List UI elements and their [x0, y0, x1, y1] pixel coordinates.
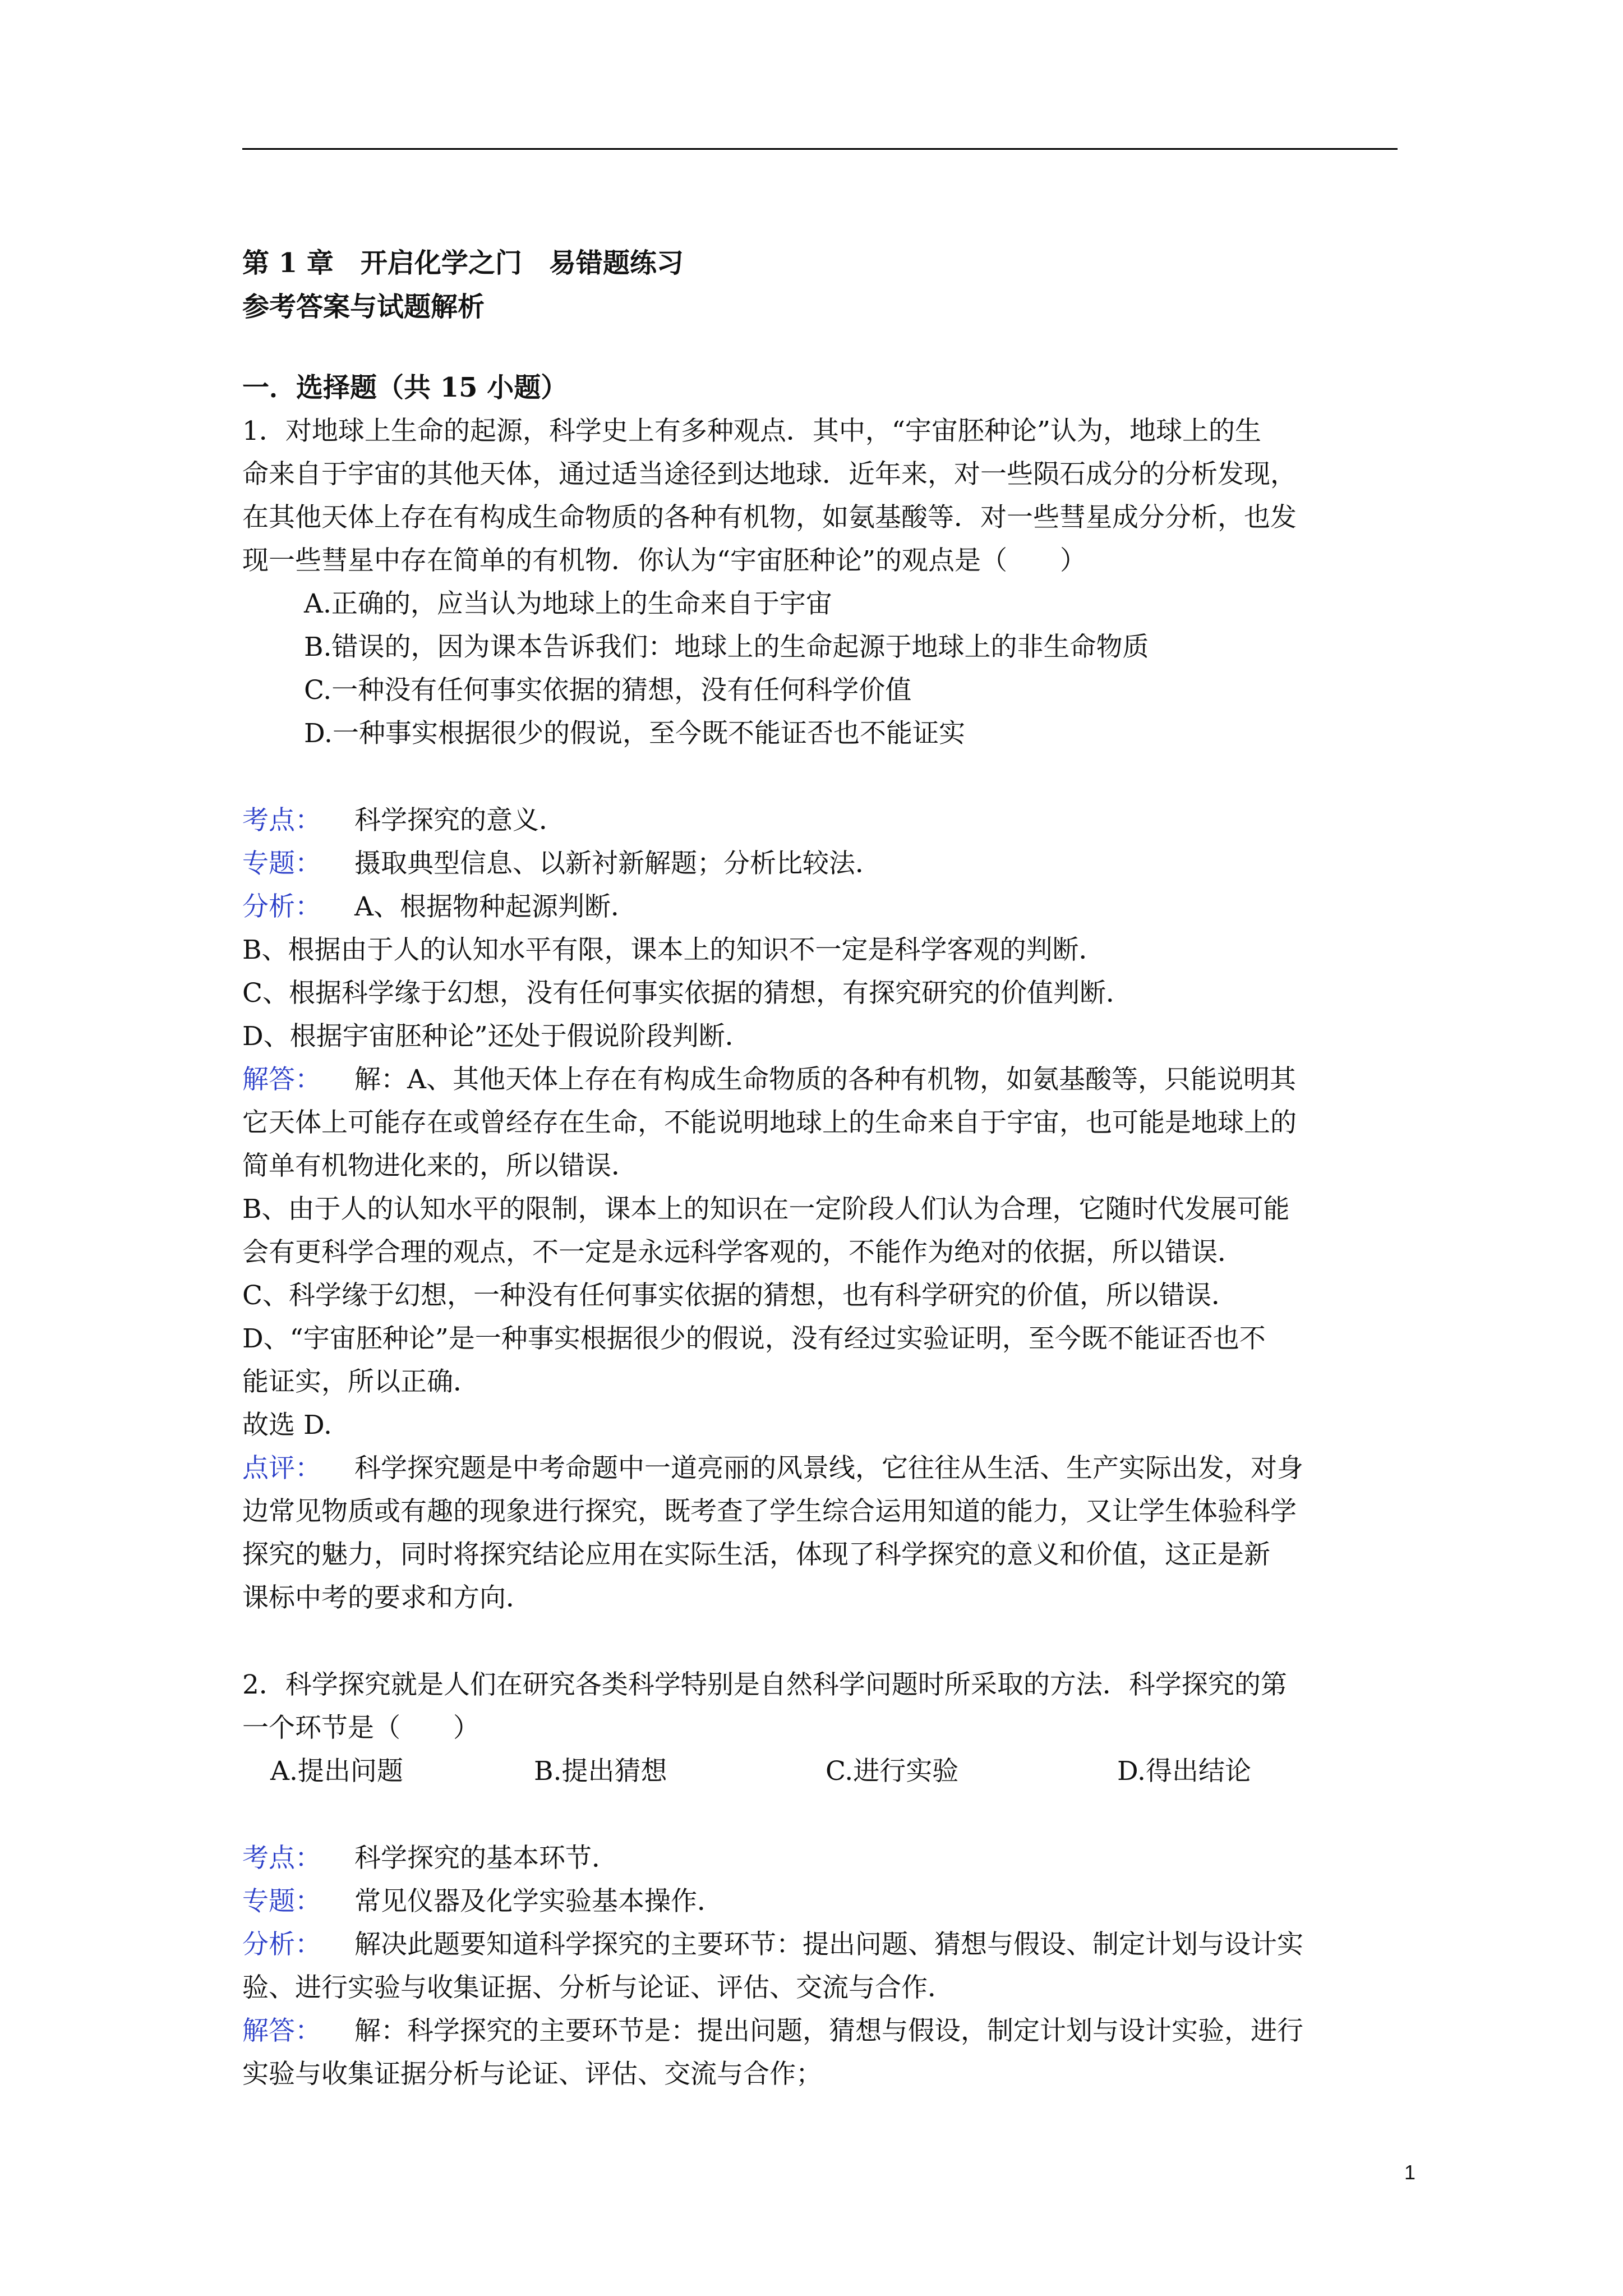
fenxi-line: 验、进行实验与收集证据、分析与论证、评估、交流与合作．: [242, 1972, 954, 2003]
jieda-label: 解答：: [242, 1064, 321, 1095]
jieda-line: 简单有机物进化来的，所以错误．: [242, 1151, 638, 1181]
question-2-kaodian: [242, 1837, 1403, 1880]
question-1: [242, 409, 1403, 755]
kaodian-label: 考点：: [242, 805, 321, 836]
dianping-text: 科学探究题是中考命题中一道亮丽的风景线，它往往从生活、生产实际出发，对身: [354, 1453, 1303, 1484]
fenxi-label: 分析：: [242, 1929, 321, 1960]
fenxi-line: D、根据宇宙胚种论”还处于假说阶段判断．: [242, 1021, 751, 1052]
dianping-line: 探究的魅力，同时将探究结论应用在实际生活，体现了科学探究的意义和价值，这正是新: [242, 1539, 1270, 1570]
question-1-option-d: D.一种事实根据很少的假说，至今既不能证否也不能证实: [304, 718, 965, 749]
question-2-option-d: D.得出结论: [1117, 1756, 1251, 1787]
question-1-stem-line: 命来自于宇宙的其他天体，通过适当途径到达地球．近年来，对一些陨石成分的分析发现，: [242, 459, 1297, 490]
jieda-label: 解答：: [242, 2016, 321, 2046]
question-2-stem-line: 一个环节是（ ）: [242, 1713, 479, 1743]
question-2-option-a: A.提出问题: [270, 1756, 403, 1787]
question-2-options: [242, 1750, 1403, 1793]
zhuanti-label: 专题：: [242, 1886, 321, 1917]
question-1-option-b: B.错误的，因为课本告诉我们：地球上的生命起源于地球上的非生命物质: [304, 632, 1149, 662]
jieda-line: C、科学缘于幻想，一种没有任何事实依据的猜想，也有科学研究的价值，所以错误．: [242, 1280, 1238, 1311]
page-number: 1: [1404, 2161, 1415, 2184]
section-title: 一．选择题（共 15 小题）: [242, 372, 568, 403]
question-1-dianping: [242, 1447, 1403, 1490]
zhuanti-label: 专题：: [242, 848, 321, 879]
kaodian-text: 科学探究的基本环节．: [354, 1843, 618, 1874]
question-2-zhuanti: [242, 1880, 1403, 1923]
kaodian-label: 考点：: [242, 1843, 321, 1874]
question-1-fenxi: [242, 885, 1403, 928]
question-1-option-c: C.一种没有任何事实依据的猜想，没有任何科学价值: [304, 675, 912, 706]
question-1-stem-line: 在其他天体上存在有构成生命物质的各种有机物，如氨基酸等．对一些彗星成分分析，也发: [242, 502, 1297, 533]
jieda-line: B、由于人的认知水平的限制，课本上的知识在一定阶段人们认为合理，它随时代发展可能: [242, 1194, 1290, 1225]
jieda-line: 实验与收集证据分析与论证、评估、交流与合作；: [242, 2059, 822, 2090]
chapter-title: 第 1 章 开启化学之门 易错题练习: [242, 247, 684, 279]
jieda-line: 它天体上可能存在或曾经存在生命，不能说明地球上的生命来自于宇宙，也可能是地球上的: [242, 1107, 1297, 1138]
question-2-option-b: B.提出猜想: [534, 1756, 667, 1787]
fenxi-text: A、根据物种起源判断．: [354, 891, 637, 922]
fenxi-label: 分析：: [242, 891, 321, 922]
fenxi-text: 解决此题要知道科学探究的主要环节：提出问题、猜想与假设、制定计划与设计实: [354, 1929, 1303, 1960]
question-2-fenxi: [242, 1923, 1403, 1966]
dianping-line: 边常见物质或有趣的现象进行探究，既考查了学生综合运用知道的能力，又让学生体验科学: [242, 1496, 1297, 1527]
question-1-option-a: A.正确的，应当认为地球上的生命来自于宇宙: [304, 588, 832, 619]
jieda-line: 会有更科学合理的观点，不一定是永远科学客观的，不能作为绝对的依据，所以错误．: [242, 1237, 1244, 1268]
question-1-kaodian: [242, 799, 1403, 842]
zhuanti-text: 摄取典型信息、以新衬新解题；分析比较法．: [354, 848, 882, 879]
question-2-option-c: C.进行实验: [826, 1756, 959, 1787]
question-1-stem-line: 1．对地球上生命的起源，科学史上有多种观点．其中，“宇宙胚种论”认为，地球上的生: [242, 416, 1261, 447]
question-2-jieda: [242, 2009, 1403, 2053]
jieda-line: 故选 D.: [242, 1410, 332, 1441]
question-1-stem-line: 现一些彗星中存在简单的有机物．你认为“宇宙胚种论”的观点是（ ）: [242, 545, 1087, 576]
jieda-text: 解：科学探究的主要环节是：提出问题，猜想与假设，制定计划与设计实验，进行: [354, 2016, 1303, 2046]
fenxi-line: B、根据由于人的认知水平有限，课本上的知识不一定是科学客观的判断．: [242, 935, 1105, 965]
jieda-text: 解：A、其他天体上存在有构成生命物质的各种有机物，如氨基酸等，只能说明其: [354, 1064, 1296, 1095]
question-1-jieda: [242, 1058, 1403, 1101]
question-1-zhuanti: [242, 842, 1403, 885]
question-2-stem-line: 2．科学探究就是人们在研究各类科学特别是自然科学问题时所采取的方法．科学探究的第: [242, 1669, 1287, 1700]
dianping-line: 课标中考的要求和方向．: [242, 1582, 532, 1613]
document-body: [242, 241, 1403, 2096]
question-2: [242, 1663, 1403, 1793]
zhuanti-text: 常见仪器及化学实验基本操作．: [354, 1886, 723, 1917]
header-rule: [242, 148, 1398, 150]
fenxi-line: C、根据科学缘于幻想，没有任何事实依据的猜想，有探究研究的价值判断．: [242, 978, 1132, 1009]
jieda-line: 能证实，所以正确．: [242, 1366, 479, 1397]
jieda-line: D、“宇宙胚种论”是一种事实根据很少的假说，没有经过实验证明，至今既不能证否也不: [242, 1323, 1266, 1354]
kaodian-text: 科学探究的意义．: [354, 805, 565, 836]
dianping-label: 点评：: [242, 1453, 321, 1484]
answer-subtitle: 参考答案与试题解析: [242, 291, 485, 323]
